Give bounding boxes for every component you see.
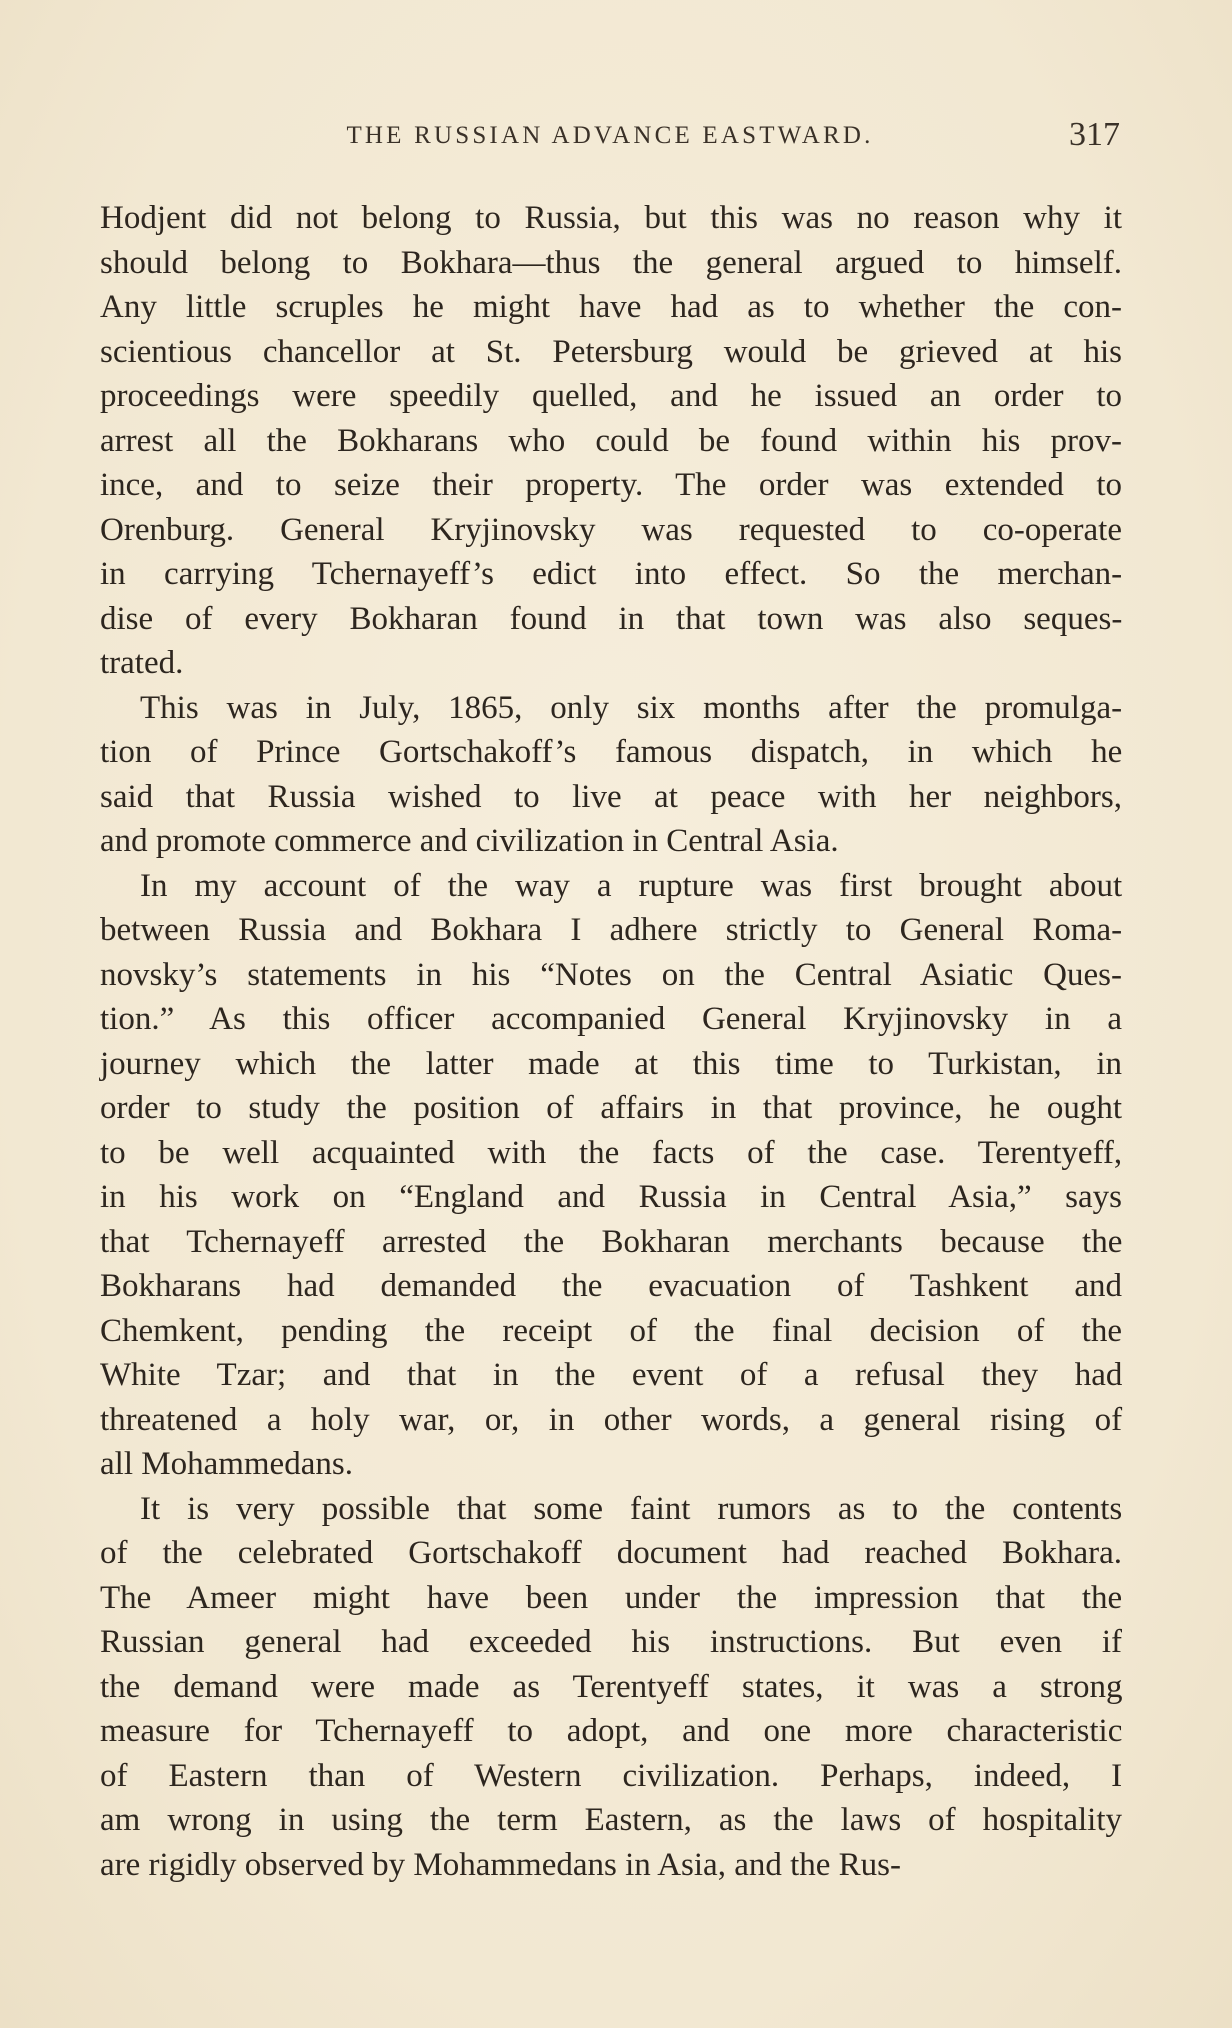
paragraph: [100, 686, 1122, 864]
text-line: It is very possible that some faint rumors as to the contents: [140, 1490, 1123, 1527]
text-line: tion.” As this officer accompanied General Kryjinovsky in a: [100, 1001, 1122, 1037]
text-line: tion of Prince Gortschakoff’s famous dispatch, in which he: [100, 734, 1123, 770]
text-line: journey which the latter made at this time to Turkistan, in: [100, 1045, 1122, 1082]
paragraph: [100, 1487, 1122, 1888]
running-head-title: THE RUSSIAN ADVANCE EASTWARD.: [346, 122, 874, 149]
text-line: trated.: [100, 645, 184, 681]
paragraph: [100, 864, 1122, 1487]
text-line: between Russia and Bokhara I adhere strictly to General Roma-: [100, 912, 1123, 948]
text-line: The Ameer might have been under the impression that the: [100, 1579, 1123, 1616]
text-line: novsky’s statements in his “Notes on the Central Asiatic Ques-: [100, 956, 1122, 993]
text-line: order to study the position of affairs in that province, he ought: [100, 1090, 1122, 1126]
text-line: said that Russia wished to live at peace with her neighbors,: [100, 778, 1122, 815]
text-line: am wrong in using the term Eastern, as the laws of hospitality: [100, 1802, 1122, 1838]
text-line: Hodjent did not belong to Russia, but this was no reason why it: [100, 200, 1122, 236]
text-line: in carrying Tchernayeff’s edict into effect. So the merchan-: [100, 556, 1123, 592]
text-line: scientious chancellor at St. Petersburg would be grieved at his: [100, 333, 1122, 370]
running-head: [100, 116, 1120, 162]
text-line: proceedings were speedily quelled, and he issued an order to: [100, 378, 1122, 414]
text-line: threatened a holy war, or, in other words, a general rising of: [100, 1401, 1123, 1438]
text-line: of the celebrated Gortschakoff document had reached Bokhara.: [100, 1535, 1123, 1571]
text-line: Chemkent, pending the receipt of the final decision of the: [100, 1312, 1122, 1349]
text-line: White Tzar; and that in the event of a refusal they had: [100, 1357, 1123, 1393]
text-line: dise of every Bokharan found in that town was also seques-: [100, 600, 1123, 637]
text-line: Russian general had exceeded his instructions. But even if: [100, 1624, 1122, 1660]
text-line: in his work on “England and Russia in Central Asia,” says: [100, 1179, 1122, 1215]
page-number: 317: [1069, 116, 1120, 153]
text-line: of Eastern than of Western civilization. Perhaps, indeed, I: [100, 1757, 1123, 1794]
text-line: should belong to Bokhara—thus the general argued to himself.: [100, 244, 1122, 281]
paragraph: [100, 196, 1122, 686]
text-line: Orenburg. General Kryjinovsky was requested to co-operate: [100, 511, 1122, 548]
text-line: This was in July, 1865, only six months after the promulga-: [140, 689, 1123, 726]
text-line: arrest all the Bokharans who could be found within his prov-: [100, 422, 1122, 459]
text-line: Bokharans had demanded the evacuation of Tashkent and: [100, 1268, 1122, 1304]
text-line: measure for Tchernayeff to adopt, and one more characteristic: [100, 1713, 1123, 1749]
body-text: [100, 196, 1122, 1887]
text-line: that Tchernayeff arrested the Bokharan merchants because the: [100, 1223, 1123, 1260]
text-line: and promote commerce and civilization in Central Asia.: [100, 823, 839, 859]
text-line: to be well acquainted with the facts of the case. Terentyeff,: [100, 1134, 1123, 1171]
text-line: Any little scruples he might have had as to whether the con-: [100, 289, 1122, 325]
text-line: ince, and to seize their property. The order was extended to: [100, 467, 1122, 503]
text-line: In my account of the way a rupture was first brought about: [140, 867, 1123, 904]
text-line: all Mohammedans.: [100, 1446, 353, 1482]
text-line: the demand were made as Terentyeff states, it was a strong: [100, 1668, 1123, 1705]
text-line: are rigidly observed by Mohammedans in Asia, and the Rus-: [100, 1846, 902, 1883]
